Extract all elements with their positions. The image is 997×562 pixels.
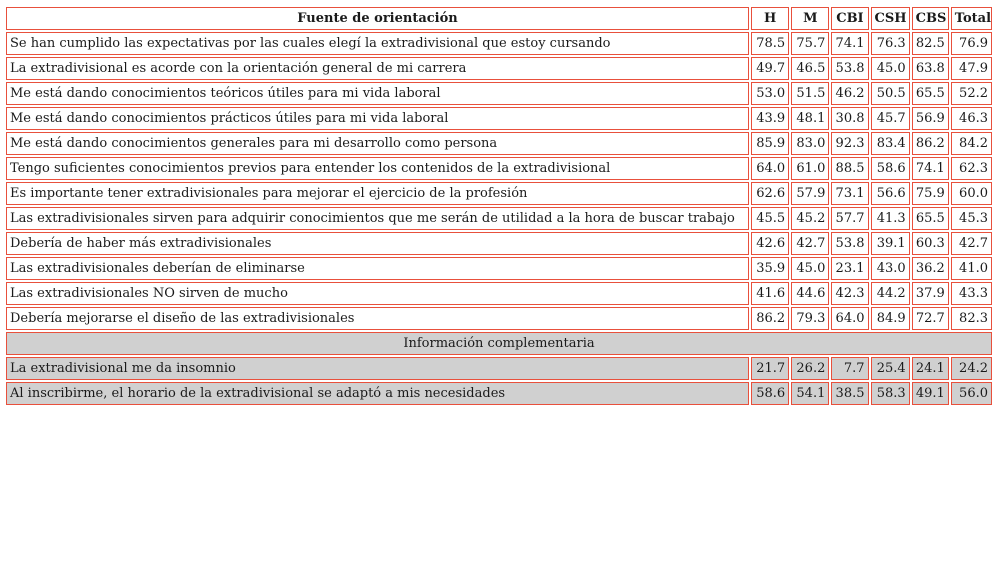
cell-h: 62.6 <box>751 182 789 205</box>
cell-m: 79.3 <box>791 307 829 330</box>
cell-h: 45.5 <box>751 207 789 230</box>
header-m: M <box>791 7 829 30</box>
cell-h: 42.6 <box>751 232 789 255</box>
cell-cbi: 38.5 <box>831 382 868 405</box>
cell-m: 48.1 <box>791 107 829 130</box>
cell-cbi: 57.7 <box>831 207 868 230</box>
cell-cbi: 42.3 <box>831 282 868 305</box>
table-row <box>6 357 992 380</box>
cell-h: 85.9 <box>751 132 789 155</box>
cell-cbs: 82.5 <box>912 32 949 55</box>
cell-h: 49.7 <box>751 57 789 80</box>
header-source: Fuente de orientación <box>6 7 749 30</box>
cell-m: 26.2 <box>791 357 829 380</box>
table-row <box>6 182 992 205</box>
cell-h: 35.9 <box>751 257 789 280</box>
cell-m: 42.7 <box>791 232 829 255</box>
cell-cbi: 53.8 <box>831 232 868 255</box>
row-label: Me está dando conocimientos teóricos útiles para mi vida laboral <box>6 82 749 105</box>
cell-total: 82.3 <box>951 307 992 330</box>
cell-csh: 56.6 <box>871 182 910 205</box>
cell-cbs: 49.1 <box>912 382 949 405</box>
header-cbs: CBS <box>912 7 949 30</box>
cell-cbi: 7.7 <box>831 357 868 380</box>
cell-h: 21.7 <box>751 357 789 380</box>
header-total: Total <box>951 7 992 30</box>
cell-total: 76.9 <box>951 32 992 55</box>
section-row-complementary <box>6 332 992 355</box>
cell-m: 45.2 <box>791 207 829 230</box>
cell-m: 57.9 <box>791 182 829 205</box>
cell-cbi: 74.1 <box>831 32 868 55</box>
table-row <box>6 82 992 105</box>
cell-csh: 50.5 <box>871 82 910 105</box>
row-label: Las extradivisionales sirven para adquirir conocimientos que me serán de utilidad a la hora de buscar trabajo <box>6 207 749 230</box>
cell-total: 43.3 <box>951 282 992 305</box>
cell-cbi: 23.1 <box>831 257 868 280</box>
cell-cbs: 86.2 <box>912 132 949 155</box>
cell-cbs: 37.9 <box>912 282 949 305</box>
table-row <box>6 207 992 230</box>
cell-csh: 39.1 <box>871 232 910 255</box>
row-label: Tengo suficientes conocimientos previos para entender los contenidos de la extradivisional <box>6 157 749 180</box>
cell-total: 24.2 <box>951 357 992 380</box>
table-header <box>6 7 992 30</box>
cell-cbi: 92.3 <box>831 132 868 155</box>
table-row <box>6 132 992 155</box>
cell-total: 47.9 <box>951 57 992 80</box>
cell-cbs: 56.9 <box>912 107 949 130</box>
header-cbi: CBI <box>831 7 868 30</box>
cell-cbs: 63.8 <box>912 57 949 80</box>
cell-csh: 45.0 <box>871 57 910 80</box>
cell-total: 62.3 <box>951 157 992 180</box>
row-label: Me está dando conocimientos prácticos útiles para mi vida laboral <box>6 107 749 130</box>
cell-total: 42.7 <box>951 232 992 255</box>
cell-m: 75.7 <box>791 32 829 55</box>
table-row <box>6 107 992 130</box>
table-row <box>6 232 992 255</box>
row-label: Debería mejorarse el diseño de las extradivisionales <box>6 307 749 330</box>
row-label: Al inscribirme, el horario de la extradivisional se adaptó a mis necesidades <box>6 382 749 405</box>
cell-total: 41.0 <box>951 257 992 280</box>
cell-m: 51.5 <box>791 82 829 105</box>
cell-h: 53.0 <box>751 82 789 105</box>
cell-h: 43.9 <box>751 107 789 130</box>
row-label: Se han cumplido las expectativas por las cuales elegí la extradivisional que estoy cursando <box>6 32 749 55</box>
cell-cbi: 53.8 <box>831 57 868 80</box>
table-row <box>6 282 992 305</box>
table-body <box>6 32 992 405</box>
cell-total: 45.3 <box>951 207 992 230</box>
cell-csh: 44.2 <box>871 282 910 305</box>
table-row <box>6 32 992 55</box>
cell-cbs: 74.1 <box>912 157 949 180</box>
section-title: Información complementaria <box>6 332 992 355</box>
cell-csh: 45.7 <box>871 107 910 130</box>
cell-csh: 76.3 <box>871 32 910 55</box>
cell-cbs: 60.3 <box>912 232 949 255</box>
cell-cbi: 88.5 <box>831 157 868 180</box>
survey-table-container <box>4 5 994 407</box>
cell-m: 83.0 <box>791 132 829 155</box>
cell-h: 78.5 <box>751 32 789 55</box>
cell-total: 56.0 <box>951 382 992 405</box>
row-label: Debería de haber más extradivisionales <box>6 232 749 255</box>
cell-cbi: 64.0 <box>831 307 868 330</box>
cell-total: 84.2 <box>951 132 992 155</box>
cell-cbs: 65.5 <box>912 82 949 105</box>
table-row <box>6 382 992 405</box>
cell-m: 45.0 <box>791 257 829 280</box>
header-csh: CSH <box>871 7 910 30</box>
row-label: Es importante tener extradivisionales para mejorar el ejercicio de la profesión <box>6 182 749 205</box>
cell-total: 46.3 <box>951 107 992 130</box>
header-row <box>6 7 992 30</box>
cell-m: 46.5 <box>791 57 829 80</box>
cell-h: 58.6 <box>751 382 789 405</box>
cell-csh: 43.0 <box>871 257 910 280</box>
cell-csh: 25.4 <box>871 357 910 380</box>
table-row <box>6 157 992 180</box>
cell-csh: 83.4 <box>871 132 910 155</box>
cell-cbs: 36.2 <box>912 257 949 280</box>
survey-table <box>4 5 994 407</box>
cell-cbi: 30.8 <box>831 107 868 130</box>
table-row <box>6 57 992 80</box>
cell-h: 64.0 <box>751 157 789 180</box>
cell-m: 61.0 <box>791 157 829 180</box>
cell-csh: 84.9 <box>871 307 910 330</box>
table-row <box>6 257 992 280</box>
cell-cbi: 73.1 <box>831 182 868 205</box>
row-label: Me está dando conocimientos generales para mi desarrollo como persona <box>6 132 749 155</box>
row-label: La extradivisional me da insomnio <box>6 357 749 380</box>
cell-cbs: 72.7 <box>912 307 949 330</box>
cell-cbs: 65.5 <box>912 207 949 230</box>
header-h: H <box>751 7 789 30</box>
cell-cbi: 46.2 <box>831 82 868 105</box>
row-label: Las extradivisionales deberían de eliminarse <box>6 257 749 280</box>
cell-cbs: 24.1 <box>912 357 949 380</box>
cell-csh: 41.3 <box>871 207 910 230</box>
table-row <box>6 307 992 330</box>
cell-cbs: 75.9 <box>912 182 949 205</box>
cell-csh: 58.6 <box>871 157 910 180</box>
cell-m: 44.6 <box>791 282 829 305</box>
cell-csh: 58.3 <box>871 382 910 405</box>
cell-total: 60.0 <box>951 182 992 205</box>
cell-h: 86.2 <box>751 307 789 330</box>
cell-total: 52.2 <box>951 82 992 105</box>
cell-m: 54.1 <box>791 382 829 405</box>
cell-h: 41.6 <box>751 282 789 305</box>
row-label: La extradivisional es acorde con la orientación general de mi carrera <box>6 57 749 80</box>
row-label: Las extradivisionales NO sirven de mucho <box>6 282 749 305</box>
